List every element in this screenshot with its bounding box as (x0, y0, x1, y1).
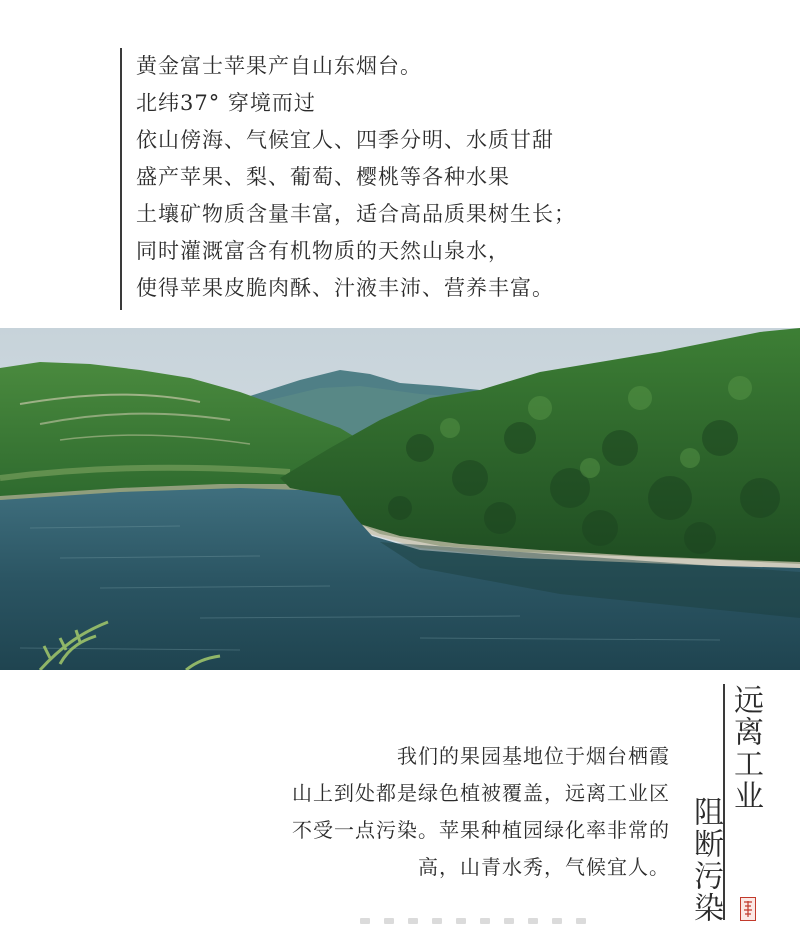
intro-line-6: 同时灌溉富含有机物质的天然山泉水， (136, 239, 510, 263)
intro-text-block (120, 48, 760, 310)
heading-far-from-industry: 远离工业 (728, 684, 763, 812)
intro-line-7: 使得苹果皮脆肉酥、汁液丰沛、营养丰富。 (136, 276, 554, 300)
red-seal-stamp-icon (740, 897, 756, 921)
intro-line-1: 黄金富士苹果产自山东烟台。 (136, 54, 422, 78)
vertical-divider (723, 684, 725, 920)
description-line-1: 我们的果园基地位于烟台栖霞 (397, 744, 670, 768)
description-line-4: 高，山青水秀，气候宜人。 (418, 855, 670, 879)
description-line-3: 不受一点污染。苹果种植园绿化率非常的 (292, 818, 670, 842)
heading-block-pollution: 阻断污染 (688, 796, 723, 924)
intro-line-2: 北纬37° 穿境而过 (136, 91, 316, 115)
lake-mountain-illustration (0, 328, 800, 670)
intro-line-3: 依山傍海、气候宜人、四季分明、水质甘甜 (136, 128, 554, 152)
cropped-text-fragment (360, 918, 620, 926)
intro-line-5: 土壤矿物质含量丰富，适合高品质果树生长； (136, 202, 576, 226)
intro-line-4: 盛产苹果、梨、葡萄、樱桃等各种水果 (136, 165, 510, 189)
landscape-photo (0, 328, 800, 670)
orchard-description (110, 738, 670, 886)
description-line-2: 山上到处都是绿色植被覆盖，远离工业区 (292, 781, 670, 805)
